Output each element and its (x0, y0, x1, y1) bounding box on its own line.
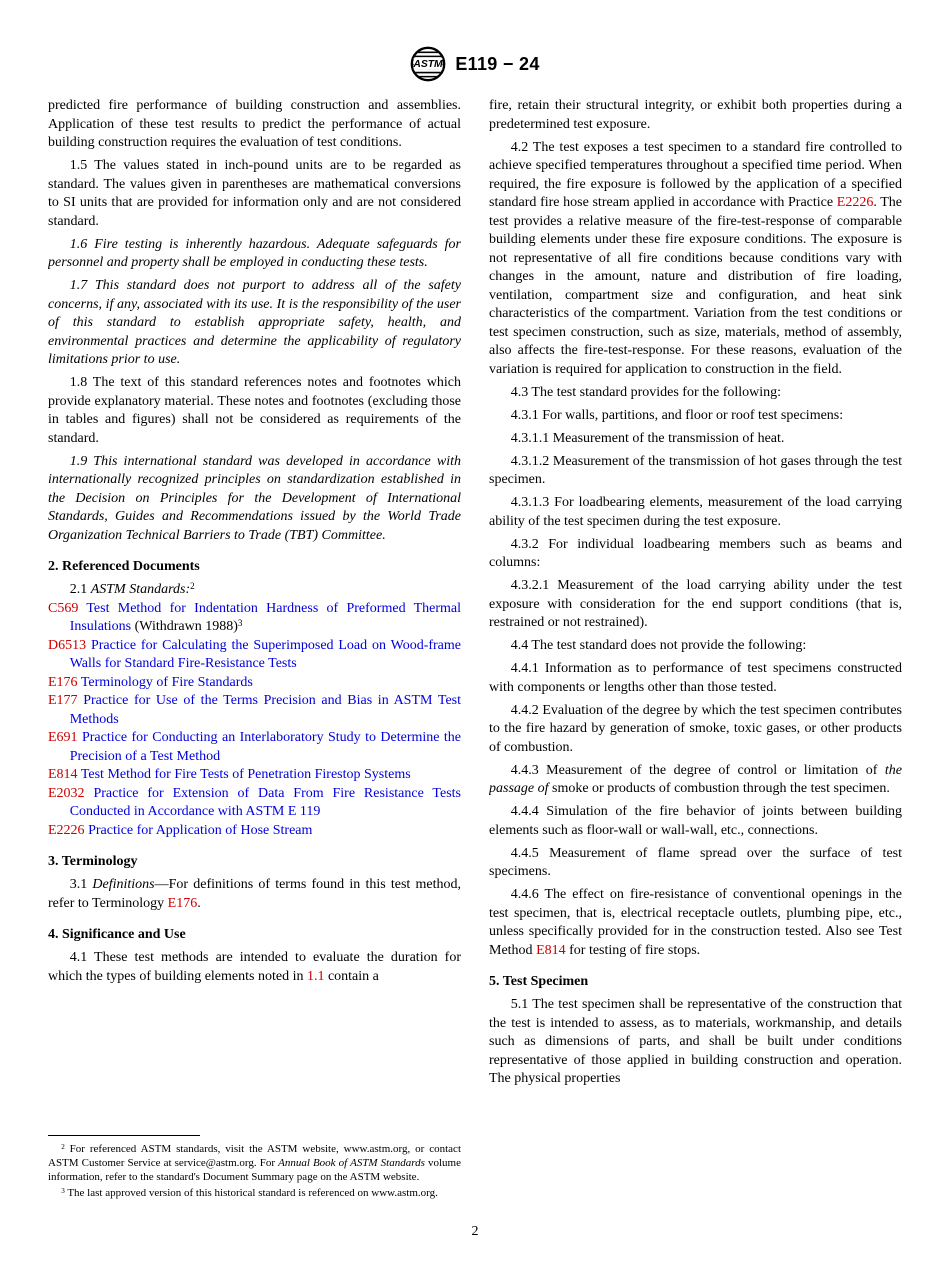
footnotes-content (48, 1143, 461, 1201)
right-column (489, 97, 902, 1201)
page-number: 2 (471, 1224, 479, 1239)
text-run: . The test provides a relative measure of the fire-test-response of comparable building elements under these fire exposure conditions. The exposure is not representative of all fire conditions because conditions vary with changes in the amount, nature and distribution of fire loading, ventilation, compartment size and configuration, and heat sink characteristics of the compartment. Variation from the test conditions or test specimen construction, such as size, materials, method of assembly, also affects the fire-test-response. For these reasons, evaluation of the variation is required for application to construction in the field. (489, 195, 902, 377)
paragraph (489, 430, 902, 449)
footnote-separator (48, 1135, 200, 1136)
text-run: 4.3 The test standard provides for the following: (510, 384, 782, 400)
reference-link[interactable]: Practice for Calculating the Superimposed Load on Wood-frame Walls for Standard Fire-Resistance Tests (69, 637, 461, 671)
footnotes-section (48, 1129, 461, 1201)
text-run: 1.6 Fire testing is inherently hazardous. Adequate safeguards for personnel and property shall be employed in conducting these tests. (48, 236, 461, 270)
paragraph (489, 762, 902, 799)
reference-link[interactable]: E691 (48, 730, 82, 745)
text-run: Annual Book of ASTM Standards (278, 1157, 425, 1170)
text-run: Definitions (92, 877, 155, 892)
section-heading (48, 558, 461, 577)
reference-link[interactable]: E176 (167, 895, 198, 911)
text-run: 5. Test Specimen (489, 974, 589, 989)
reference-entry (48, 692, 461, 729)
text-run: 4.2 The test exposes a test specimen to a standard fire controlled to achieve specified temperatures throughout a specified time period. When required, the fire exposure is followed by the application of a specified standard fire hose stream applied in accordance with Practice (489, 139, 902, 210)
text-run: 4.3.2 For individual loadbearing members such as beams and columns: (489, 536, 902, 570)
paragraph (489, 637, 902, 656)
text-run: 2. Referenced Documents (48, 559, 200, 574)
reference-link[interactable]: Practice for Application of Hose Stream (88, 822, 313, 838)
standard-designation: E119 − 24 (455, 53, 540, 74)
text-run: —For definitions of terms found in this test method, refer to Terminology (48, 877, 461, 911)
text-run: 3. Terminology (48, 854, 138, 869)
text-run: 4.4.4 Simulation of the fire behavior of joints between building elements such as floor-wall or wall-wall, etc., connections. (489, 804, 902, 838)
footnote (48, 1187, 461, 1201)
reference-link[interactable]: 1.1 (306, 968, 325, 984)
text-run: 2.1 (69, 582, 91, 597)
reference-link[interactable]: Test Method for Indentation Hardness of Preformed Thermal Insulations (69, 600, 461, 634)
paragraph (48, 157, 461, 231)
text-run: ASTM Standards: (90, 582, 191, 597)
page-header (0, 0, 950, 84)
reference-link[interactable]: D6513 (48, 637, 91, 653)
text-run: 4.4 The test standard does not provide the following: (510, 638, 807, 653)
reference-link[interactable]: Practice for Use of the Terms Precision and Bias in ASTM Test Methods (69, 693, 461, 727)
section-heading (48, 926, 461, 945)
text-run: The last approved version of this historical standard is referenced on www.astm.org. (64, 1187, 438, 1200)
paragraph (489, 803, 902, 840)
text-run: fire, retain their structural integrity, or exhibit both properties during a predetermined test exposure. (489, 98, 902, 132)
text-run: contain a (324, 968, 379, 984)
text-run: 5.1 The test specimen shall be representative of the construction that the test is intended to assess, as to materials, workmanship, and details such as dimensions of parts, and shall be built under conditions representative of those applied in building construction and operation. The physical properties (489, 997, 902, 1086)
text-run: 4.4.2 Evaluation of the degree by which the test specimen contributes to the fire hazard by generation of smoke, toxic gases, or other products of combustion. (489, 702, 902, 755)
text-run: 1.7 This standard does not purport to address all of the safety concerns, if any, associated with its use. It is the responsibility of the user of this standard to establish appropriate safety, health, and environmental practices and determine the applicability of regulatory limitations prior to use. (48, 278, 461, 367)
text-run: 1.8 The text of this standard references notes and footnotes which provide explanatory material. These notes and footnotes (excluding those in tables and figures) shall not be considered as requirements of the standard. (48, 375, 461, 446)
text-run: the passage of (489, 762, 902, 796)
text-run: 4.3.1 For walls, partitions, and floor or roof test specimens: (510, 407, 844, 423)
astm-logo (410, 46, 446, 82)
paragraph (48, 949, 461, 986)
reference-link[interactable]: Test Method for Fire Tests of Penetration Firestop Systems (80, 767, 411, 782)
paragraph (489, 494, 902, 531)
reference-link[interactable]: Terminology of Fire Standards (80, 674, 253, 690)
text-run: 4.3.1.3 For loadbearing elements, measurement of the load carrying ability of the test specimen during the test exposure. (489, 495, 902, 529)
paragraph (48, 277, 461, 370)
left-column (48, 97, 461, 1201)
paragraph (489, 996, 902, 1089)
text-run: for testing of fire stops. (565, 942, 701, 958)
paragraph (48, 97, 461, 153)
reference-entry (48, 600, 461, 637)
paragraph (489, 845, 902, 882)
section-heading (48, 853, 461, 872)
paragraph (489, 139, 902, 380)
text-run: 3.1 (69, 877, 93, 892)
text-run: 1.9 This international standard was developed in accordance with internationally recognized principles on standardization established in the Decision on Principles for the Development of International Standards, Guides and Recommendations issued by the World Trade Organization Technical Barriers to Trade (TBT) Committee. (48, 453, 461, 543)
text-run: 4.4.1 Information as to performance of test specimens constructed with components or lengths other than those tested. (489, 661, 902, 695)
text-run: 2 (61, 1143, 65, 1152)
right-column-content (489, 97, 902, 1089)
reference-entry (48, 766, 461, 785)
text-run: 1.5 The values stated in inch-pound units are to be regarded as standard. The values given in parentheses are mathematical conversions to SI units that are provided for information only and are not considered standard. (48, 158, 461, 229)
paragraph (489, 536, 902, 573)
paragraph (489, 577, 902, 633)
page-body (0, 84, 950, 1201)
text-run: volume information, refer to the standard's Document Summary page on the ASTM website. (48, 1157, 461, 1183)
reference-link[interactable]: Practice for Conducting an Interlaboratory Study to Determine the Precision of a Test Method (69, 730, 461, 764)
reference-link[interactable]: C569 (48, 600, 87, 616)
text-run: 3 (61, 1187, 65, 1195)
section-heading (489, 973, 902, 992)
text-run: predicted fire performance of building construction and assemblies. Application of these test results to predict the performance of actual building construction requires the evaluation of test conditions. (48, 98, 461, 150)
paragraph (489, 660, 902, 697)
paragraph (489, 702, 902, 758)
reference-link[interactable]: E2226 (48, 822, 89, 838)
text-run: 4.4.5 Measurement of flame spread over the surface of test specimens. (489, 845, 902, 879)
text-run: . (197, 895, 201, 911)
reference-link[interactable]: Practice for Extension of Data From Fire Resistance Tests Conducted in Accordance with ASTM E 119 (69, 785, 461, 819)
paragraph (489, 407, 902, 426)
text-run: For referenced ASTM standards, visit the ASTM website, www.astm.org, or contact ASTM Customer Service at service@astm.org. For (48, 1143, 461, 1170)
paragraph (489, 453, 902, 490)
paragraph (48, 581, 461, 600)
text-run: 4.3.1.1 Measurement of the transmission of heat. (510, 430, 785, 446)
paragraph (48, 453, 461, 546)
footnote (48, 1143, 461, 1184)
reference-entry (48, 729, 461, 766)
astm-logo-text: ASTM (413, 59, 444, 71)
reference-link[interactable]: E176 (48, 674, 81, 690)
text-run: (Withdrawn 1988) (131, 619, 238, 634)
paragraph (489, 384, 902, 403)
text-run: 3 (237, 617, 243, 628)
reference-link[interactable]: E814 (48, 767, 81, 782)
text-run: 2 (190, 580, 195, 591)
reference-entry (48, 822, 461, 841)
text-run: 4.1 These test methods are intended to evaluate the duration for which the types of building elements noted in (48, 950, 461, 984)
left-column-content (48, 97, 461, 986)
paragraph (489, 97, 902, 134)
reference-link[interactable]: E177 (48, 693, 84, 708)
text-run: smoke or products of combustion through the test specimen. (548, 781, 890, 796)
reference-link[interactable]: E2032 (48, 785, 94, 801)
text-run: 4.3.2.1 Measurement of the load carrying ability under the test exposure with consideration for the end support conditions (that is, restrained or not restrained). (489, 578, 902, 630)
reference-entry (48, 637, 461, 674)
reference-entry (48, 785, 461, 822)
reference-link[interactable]: E814 (536, 942, 566, 958)
paragraph (48, 374, 461, 448)
paragraph (48, 876, 461, 913)
text-run: 4.4.6 The effect on fire-resistance of conventional openings in the test specimen, that is, electrical receptacle outlets, plumbing pipe, etc., unless specifically provided for in the construction tested. Also see Test Method (489, 887, 902, 958)
reference-link[interactable]: E2226 (836, 195, 874, 210)
page-footer (0, 1224, 950, 1240)
text-run: 4.3.1.2 Measurement of the transmission of hot gases through the test specimen. (489, 453, 902, 487)
paragraph (48, 236, 461, 273)
text-run: 4. Significance and Use (48, 927, 186, 942)
text-run: 4.4.3 Measurement of the degree of control or limitation of (510, 762, 885, 778)
reference-entry (48, 674, 461, 693)
paragraph (489, 886, 902, 960)
